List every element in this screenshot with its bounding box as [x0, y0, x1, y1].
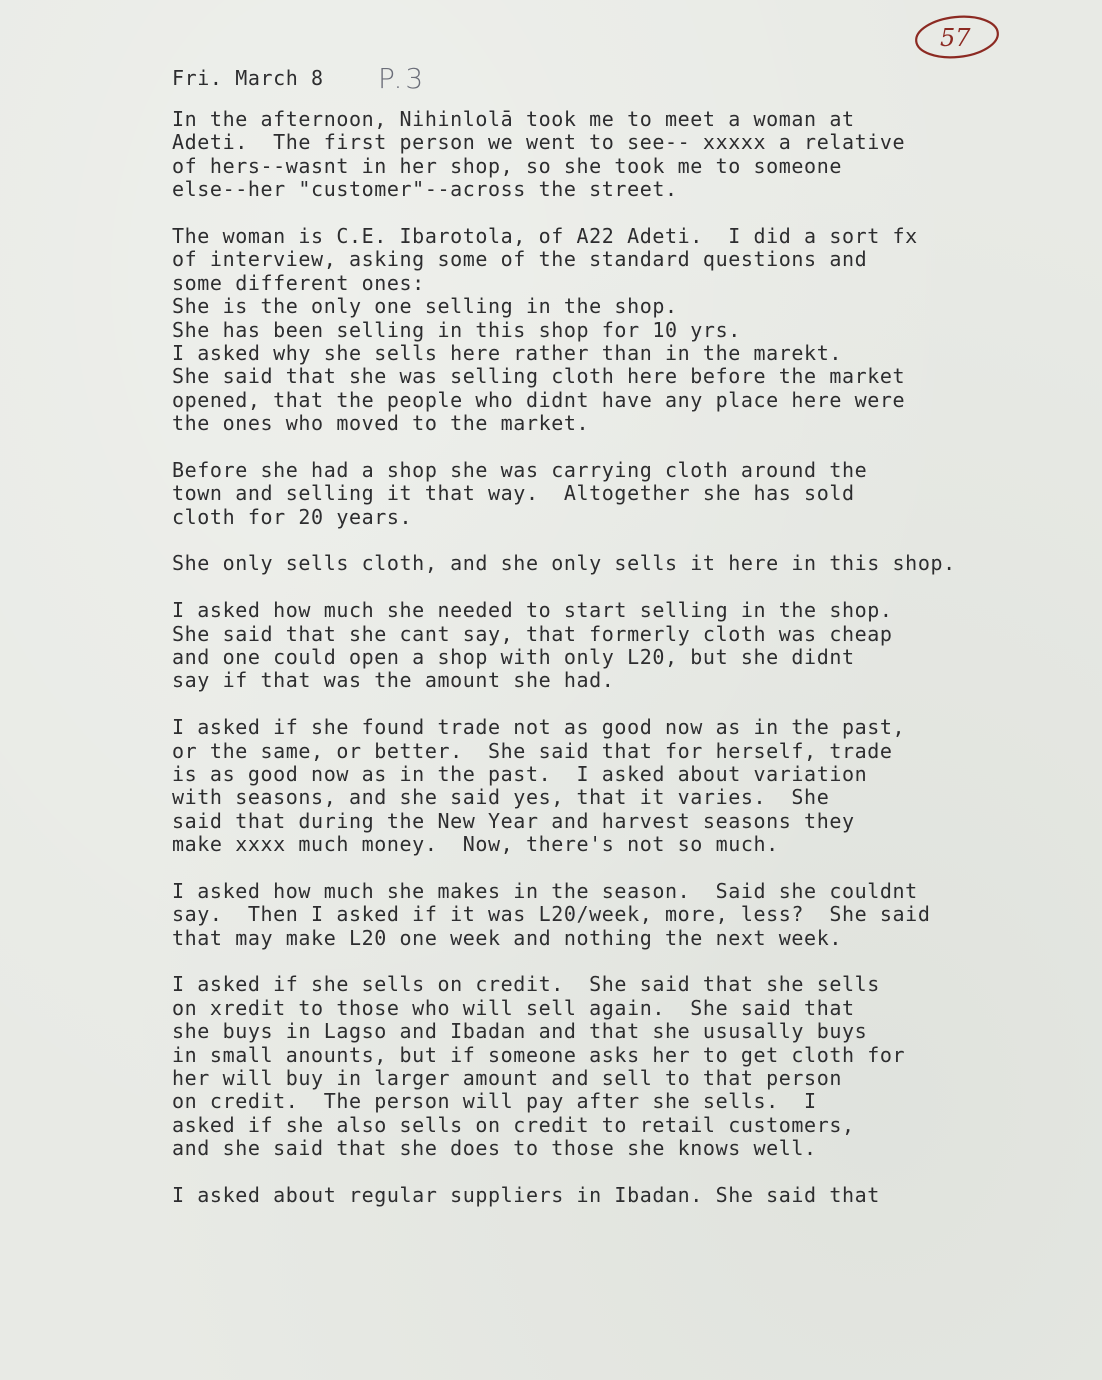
text-line: say. Then I asked if it was L20/week, more, less? She said — [172, 902, 931, 927]
text-line: her will buy in larger amount and sell to that person — [172, 1066, 842, 1091]
text-line: She only sells cloth, and she only sells it here in this shop. — [172, 551, 956, 576]
text-line: I asked how much she needed to start selling in the shop. — [172, 598, 893, 623]
text-line: or the same, or better. She said that for herself, trade — [172, 738, 893, 763]
text-line: She said that she was selling cloth here before the market — [172, 364, 906, 389]
paragraph — [172, 716, 1072, 856]
text-line: of interview, asking some of the standard questions and — [172, 247, 868, 272]
text-line: I asked how much she makes in the season. Said she couldnt — [172, 878, 918, 903]
paragraph — [172, 599, 1072, 693]
text-line: and she said that she does to those she knows well. — [172, 1136, 817, 1161]
paragraph — [172, 880, 1072, 950]
text-line: the ones who moved to the market. — [172, 411, 590, 436]
text-line: of hers--wasnt in her shop, so she took me to someone — [172, 153, 842, 178]
text-line: on credit. The person will pay after she sells. I — [172, 1089, 817, 1114]
text-line: that may make L20 one week and nothing the next week. — [172, 925, 842, 950]
text-line: She has been selling in this shop for 10 yrs. — [172, 317, 741, 342]
text-line: is as good now as in the past. I asked about variation — [172, 761, 868, 786]
text-line: cloth for 20 years. — [172, 504, 413, 529]
text-line: make xxxx much money. Now, there's not so much. — [172, 832, 779, 857]
text-line: She said that she cant say, that formerly cloth was cheap — [172, 621, 893, 646]
paragraph — [172, 108, 1072, 202]
text-line: In the afternoon, Nihinlolā took me to meet a woman at — [172, 107, 855, 131]
text-line: The woman is C.E. Ibarotola, of A22 Adeti. I did a sort fx — [172, 223, 918, 248]
text-line: said that during the New Year and harvest seasons they — [172, 808, 855, 833]
text-line: she buys in Lagso and Ibadan and that she ususally buys — [172, 1019, 868, 1044]
paragraph — [172, 459, 1072, 529]
text-line: with seasons, and she said yes, that it varies. She — [172, 785, 830, 810]
text-line: I asked why she sells here rather than in the marekt. — [172, 340, 842, 365]
text-line: in small anounts, but if someone asks her to get cloth for — [172, 1042, 906, 1067]
paragraph — [172, 225, 1072, 436]
typed-body — [172, 108, 1072, 1231]
text-line: opened, that the people who didnt have any place here were — [172, 387, 906, 412]
text-line: some different ones: — [172, 270, 425, 295]
page-number-value: 57 — [940, 24, 971, 52]
text-line: on xredit to those who will sell again. She said that — [172, 995, 855, 1020]
text-line: town and selling it that way. Altogether she has sold — [172, 481, 855, 506]
text-line: I asked about regular suppliers in Ibadan. She said that — [172, 1182, 880, 1207]
text-line: asked if she also sells on credit to retail customers, — [172, 1112, 855, 1137]
paragraph — [172, 973, 1072, 1160]
text-line: and one could open a shop with only L20, but she didnt — [172, 644, 855, 669]
text-line: I asked if she sells on credit. She said that she sells — [172, 972, 880, 997]
paragraph — [172, 1184, 1072, 1207]
paragraph — [172, 552, 1072, 575]
text-line: else--her "customer"--across the street. — [172, 177, 678, 202]
page-number-stamp — [914, 14, 1000, 60]
text-line: I asked if she found trade not as good now as in the past, — [172, 715, 906, 740]
header-date: Fri. March 8 — [172, 66, 324, 90]
text-line: Before she had a shop she was carrying cloth around the — [172, 457, 868, 482]
header-page-ref: P.3 — [378, 62, 427, 95]
text-line: Adeti. The first person we went to see-- xxxxx a relative — [172, 130, 906, 155]
text-line: She is the only one selling in the shop. — [172, 294, 678, 319]
text-line: say if that was the amount she had. — [172, 668, 615, 693]
